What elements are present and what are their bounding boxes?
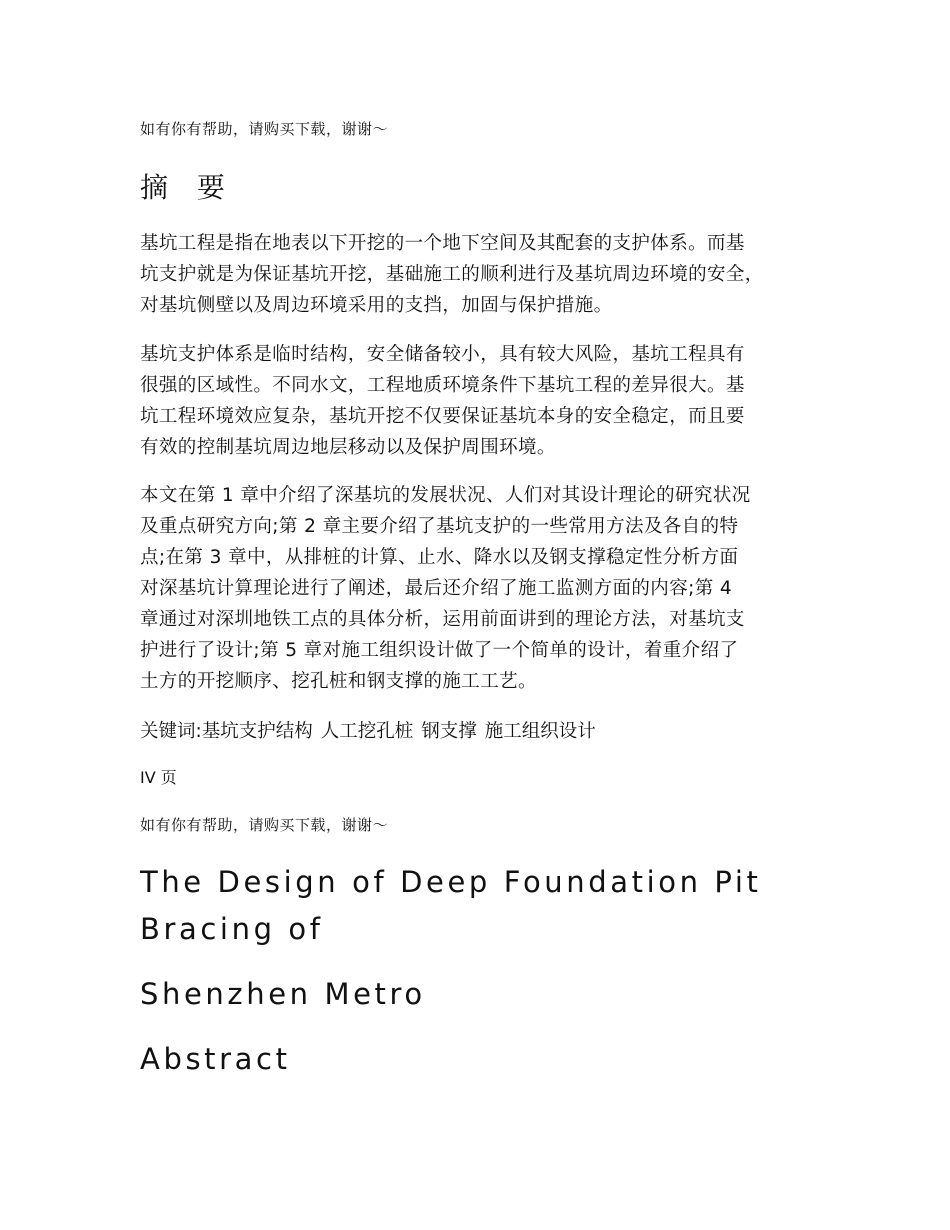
abstract-paragraph-3 xyxy=(140,480,830,697)
paragraph-line: 很强的区域性。不同水文，工程地质环境条件下基坑工程的差异很大。基 xyxy=(140,375,745,396)
abstract-heading-en: Abstract xyxy=(140,1042,291,1076)
paragraph-line: 有效的控制基坑周边地层移动以及保护周围环境。 xyxy=(140,437,556,458)
paragraph-line: 基坑工程是指在地表以下开挖的一个地下空间及其配套的支护体系。而基 xyxy=(140,233,745,254)
keywords-label: 关键词: xyxy=(140,721,202,742)
paragraph-line: 对基坑侧壁以及周边环境采用的支挡，加固与保护措施。 xyxy=(140,295,613,316)
paragraph-line: 坑支护就是为保证基坑开挖，基础施工的顺利进行及基坑周边环境的安全， xyxy=(140,264,764,285)
paragraph-line: 本文在第 1 章中介绍了深基坑的发展状况、人们对其设计理论的研究状况 xyxy=(140,485,751,506)
english-title-line-3: Shenzhen Metro xyxy=(140,977,426,1011)
paragraph-line: 护进行了设计;第 5 章对施工组织设计做了一个简单的设计，着重介绍了 xyxy=(140,640,739,661)
abstract-paragraph-1 xyxy=(140,228,830,321)
paragraph-line: 章通过对深圳地铁工点的具体分析，运用前面讲到的理论方法，对基坑支 xyxy=(140,609,745,630)
keyword: 基坑支护结构 xyxy=(201,721,313,742)
keyword: 钢支撑 xyxy=(421,721,477,742)
keyword: 施工组织设计 xyxy=(484,721,596,742)
english-title-line-2: Bracing of xyxy=(140,912,324,946)
paragraph-line: 对深基坑计算理论进行了阐述，最后还介绍了施工监测方面的内容;第 4 xyxy=(140,578,733,599)
paragraph-line: 坑工程环境效应复杂，基坑开挖不仅要保证基坑本身的安全稳定，而且要 xyxy=(140,406,745,427)
english-title-line-1: The Design of Deep Foundation Pit xyxy=(140,865,762,899)
header-note: 如有你有帮助，请购买下载，谢谢～ xyxy=(140,120,389,138)
abstract-paragraph-2 xyxy=(140,339,830,463)
abstract-title: 摘 要 xyxy=(140,171,235,204)
keywords-line xyxy=(140,716,604,747)
page-number: IV 页 xyxy=(140,768,177,787)
paragraph-line: 点;在第 3 章中，从排桩的计算、止水、降水以及钢支撑稳定性分析方面 xyxy=(140,547,739,568)
paragraph-line: 基坑支护体系是临时结构，安全储备较小，具有较大风险，基坑工程具有 xyxy=(140,344,745,365)
paragraph-line: 及重点研究方向;第 2 章主要介绍了基坑支护的一些常用方法及各自的特 xyxy=(140,516,739,537)
keyword: 人工挖孔桩 xyxy=(320,721,414,742)
header-note: 如有你有帮助，请购买下载，谢谢～ xyxy=(140,816,389,834)
paragraph-line: 土方的开挖顺序、挖孔桩和钢支撑的施工工艺。 xyxy=(140,671,537,692)
